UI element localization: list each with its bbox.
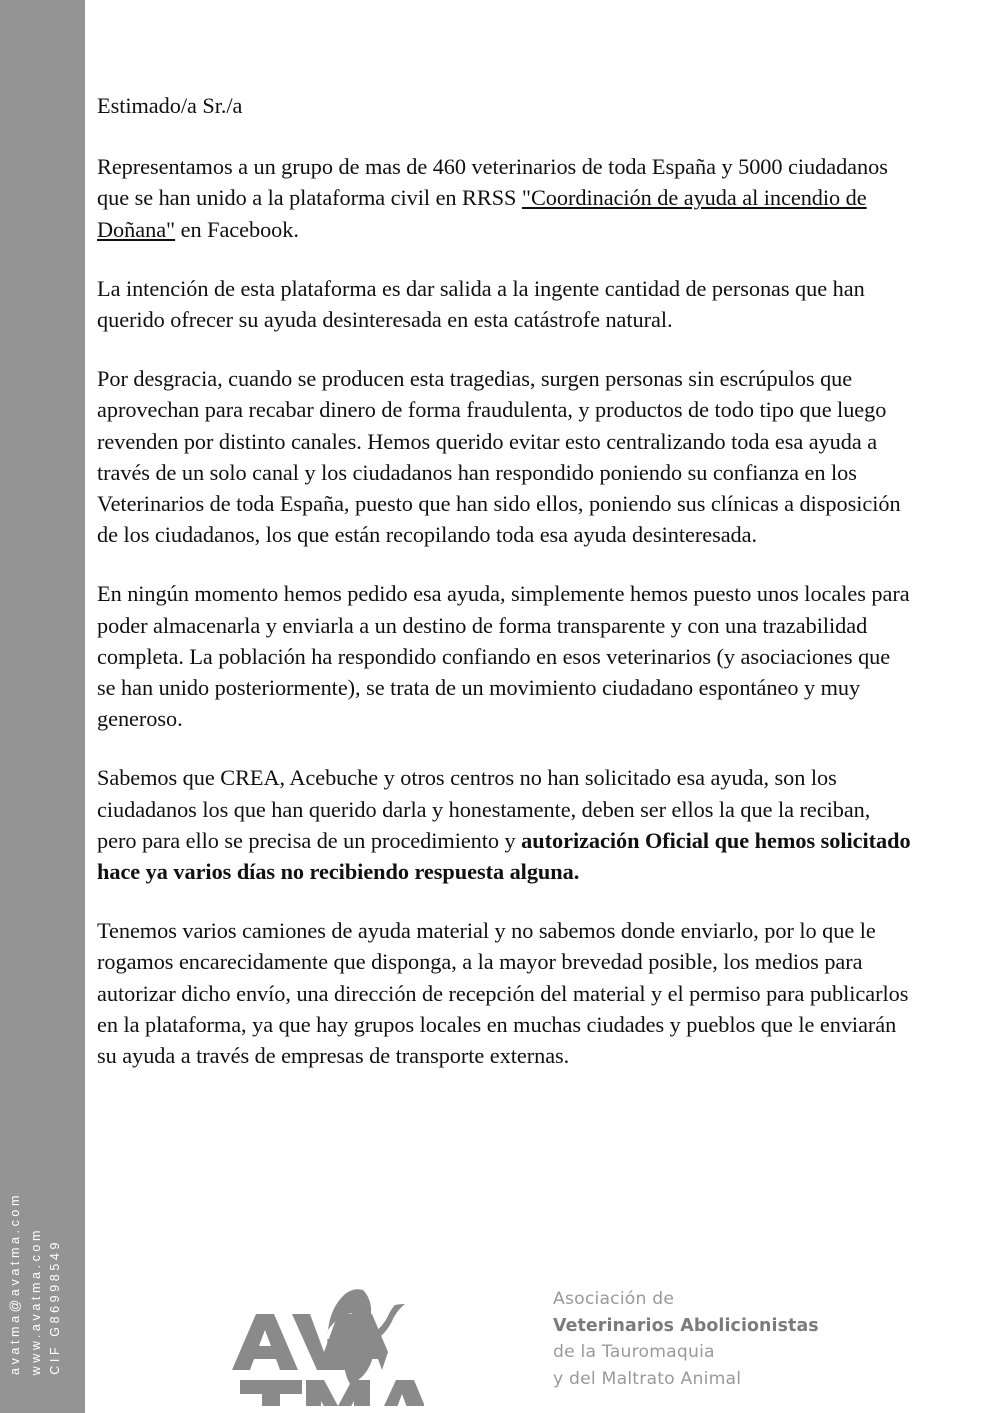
paragraph-5	[97, 762, 913, 887]
paragraph-1	[97, 151, 913, 245]
sidebar-email: avatma@avatma.com	[8, 1192, 22, 1375]
text-run: en Facebook.	[175, 216, 299, 242]
paragraph-2	[97, 273, 913, 335]
text-run: En ningún momento hemos pedido esa ayuda, simplemente hemos puesto unos locales para poder almacenarla y enviarla a un destino de forma transparente y con una trazabilidad completa. La población ha respondido confiando en esos veterinarios (y asociaciones que se han unido posteriormente), se trata de un movimiento ciudadano espontáneo y muy generoso.	[97, 581, 910, 732]
text-run: Sabemos que CREA, Acebuche y otros centros no han solicitado esa ayuda, son los ciudadanos los que han querido darla y honestamente, deben ser ellos la que la reciban, pero para ello se precisa de un procedimiento y	[97, 765, 871, 853]
sidebar-cif: CIF G86998549	[48, 1239, 62, 1375]
bold-run: autorización Oficial que hemos solicitado hace ya varios días no recibiendo respuesta alguna.	[97, 827, 911, 885]
left-brand-band	[0, 0, 85, 1413]
org-line-3: de la Tauromaquia	[553, 1342, 715, 1362]
salutation: Estimado/a Sr./a	[97, 93, 243, 118]
text-run: La intención de esta plataforma es dar salida a la ingente cantidad de personas que han querido ofrecer su ayuda desinteresada en esta catástrofe natural.	[97, 275, 865, 333]
sidebar-website: www.avatma.com	[28, 1226, 43, 1375]
letter-body	[97, 90, 913, 1071]
org-line-2: Veterinarios Abolicionistas	[553, 1315, 819, 1336]
footer	[0, 1268, 1000, 1413]
underlined-run: "Coordinación de ayuda al incendio de Doñana"	[97, 185, 867, 242]
paragraph-4	[97, 578, 913, 734]
text-run: Tenemos varios camiones de ayuda material y no sabemos donde enviarlo, por lo que le rogamos encarecidamente que disponga, a la mayor brevedad posible, los medios para autorizar dicho envío, una dirección de recepción del material y el permiso para publicarlos en la plataforma, ya que hay grupos locales en muchas ciudades y pueblos que le enviarán su ayuda a través de empresas de transporte externas.	[97, 918, 909, 1069]
text-run: Por desgracia, cuando se producen esta tragedias, surgen personas sin escrúpulos que aprovechan para recabar dinero de forma fraudulenta, y productos de todo tipo que luego revenden por distinto canales. Hemos querido evitar esto centralizando toda esa ayuda a través de un solo canal y los ciudadanos han respondido poniendo su confianza en los Veterinarios de toda España, puesto que han sido ellos, poniendo sus clínicas a disposición de los ciudadanos, los que están recopilando toda esa ayuda desinteresada.	[97, 366, 901, 548]
text-run: Representamos a un grupo de mas de 460 veterinarios de toda España y 5000 ciudadanos que se han unido a la plataforma civil en RRSS	[97, 154, 888, 211]
paragraph-6	[97, 915, 913, 1071]
org-line-1: Asociación de	[553, 1289, 675, 1309]
organization-name-block	[553, 1286, 933, 1392]
paragraph-3	[97, 363, 913, 550]
avatma-logo-svg	[224, 1276, 424, 1406]
org-line-4: y del Maltrato Animal	[553, 1368, 742, 1389]
avatma-logo	[224, 1276, 424, 1406]
